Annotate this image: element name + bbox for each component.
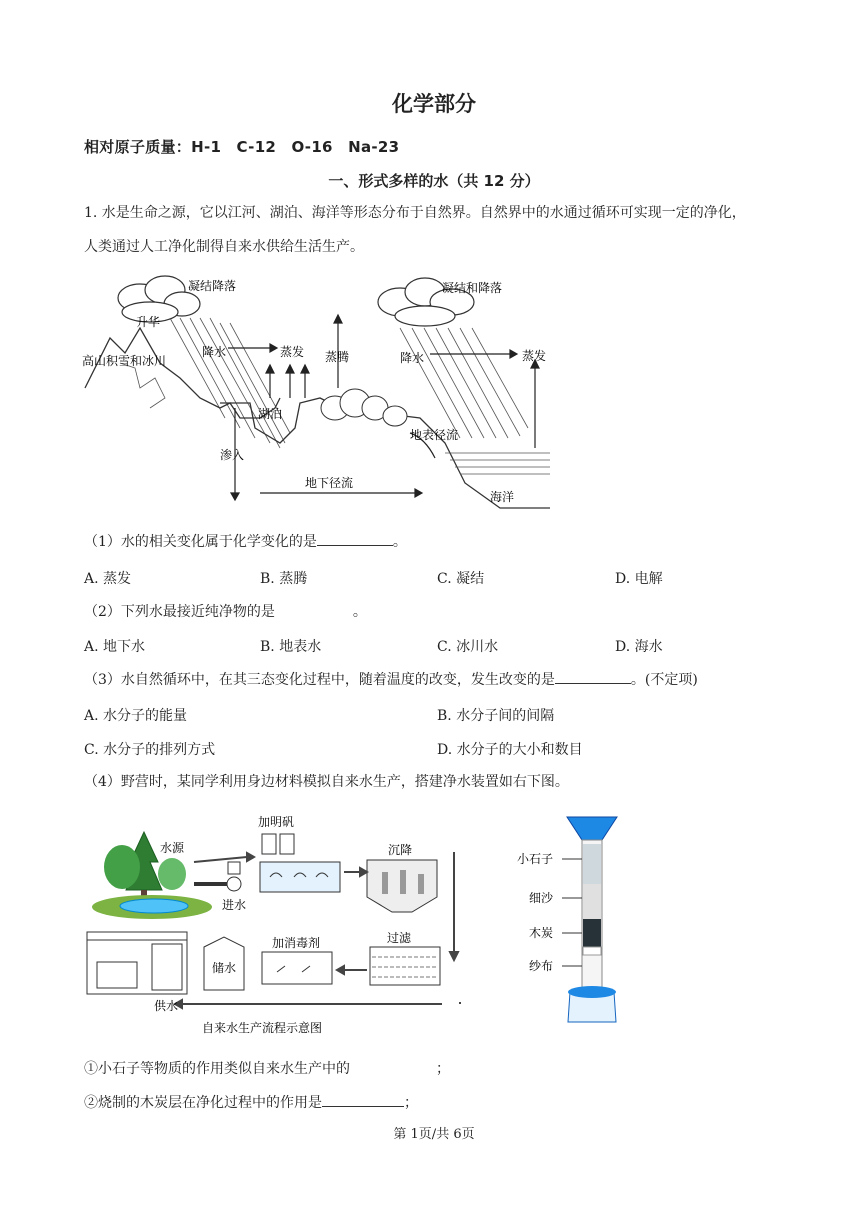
filter-device-figure [512,812,652,1032]
q1-option-b[interactable]: B. 蒸腾 [260,571,308,587]
q2-stem [84,601,367,622]
page-footer: 第 1页/共 6页 [393,1127,475,1142]
q3-option-a[interactable]: A. 水分子的能量 [84,708,188,724]
q2-option-d[interactable]: D. 海水 [615,639,663,655]
water-cycle-diagram [80,268,555,513]
q4-sub1 [84,1058,450,1079]
water-treatment-flow-diagram [82,812,472,1042]
intro-line-2: 人类通过人工净化制得自来水供给生活生产。 [84,239,364,255]
label-condense-right: 凝结和降落 [442,281,503,295]
q4-stem: （4）野营时，某同学利用身边材料模拟自来水生产，搭建净水装置如右下图。 [84,774,569,790]
funnel-icon [567,817,617,840]
q4-sub1-blank[interactable] [350,1058,436,1073]
label-evap-left: 蒸发 [280,345,305,359]
label-gauze: 纱布 [529,959,554,973]
label-fine-sand: 细沙 [529,891,554,905]
label-sublimate: 升华 [136,315,161,329]
page-title: 化学部分 [392,92,476,116]
trees [321,389,407,426]
q4-sub2 [84,1092,418,1113]
q3-option-b[interactable]: B. 水分子间的间隔 [437,708,555,724]
label-alum: 加明矾 [258,815,295,829]
label-evap-right: 蒸发 [522,349,547,363]
label-lake: 湖泊 [258,407,283,421]
flow-caption: 自来水生产流程示意图 [202,1021,323,1035]
q1-option-c[interactable]: C. 凝结 [437,571,485,587]
label-intake: 进水 [222,898,247,912]
q1-option-a[interactable]: A. 蒸发 [84,571,132,587]
disinfect-tank [262,952,332,984]
label-supply: 供水 [154,999,179,1013]
q1-answer-blank[interactable] [317,531,393,546]
label-ocean: 海洋 [490,490,515,504]
label-source: 水源 [160,841,185,855]
q2-stem-text: （2）下列水最接近纯净物的是 [84,604,275,620]
pump-icon [227,877,241,891]
building [87,932,187,994]
q4-sub1-end: ； [436,1061,450,1077]
q3-stem [84,669,698,690]
q3-option-c[interactable]: C. 水分子的排列方式 [84,742,216,758]
label-seep: 渗入 [220,448,245,462]
label-settle: 沉降 [388,843,413,857]
q4-sub1-text: ①小石子等物质的作用类似自来水生产中的 [84,1061,350,1077]
q3-stem-text: （3）水自然循环中，在其三态变化过程中，随着温度的改变，发生改变的是 [84,672,555,688]
q4-sub2-blank[interactable] [322,1092,404,1107]
label-transpire: 蒸腾 [325,350,350,364]
q1-option-d[interactable]: D. 电解 [615,571,663,587]
q2-option-b[interactable]: B. 地表水 [260,639,322,655]
label-disinfect: 加消毒剂 [272,936,321,950]
label-rain-right: 降水 [400,351,425,365]
section-title: 一、形式多样的水（共 12 分） [328,172,540,190]
label-surface-runoff: 地表径流 [410,428,459,442]
q2-answer-blank[interactable] [275,601,353,616]
q3-stem-end: 。(不定项) [630,672,698,688]
q4-sub2-text: ②烧制的木炭层在净化过程中的作用是 [84,1095,322,1111]
ocean-waves [445,453,550,474]
label-condense-left: 凝结降落 [188,279,237,293]
q2-option-c[interactable]: C. 冰川水 [437,639,499,655]
label-filter: 过滤 [387,931,412,945]
q1-stem: （1）水的相关变化属于化学变化的是 。 [84,531,407,552]
atomic-masses: 相对原子质量：H-1 C-12 O-16 Na-23 [84,138,400,156]
label-charcoal: 木炭 [529,926,554,940]
label-groundwater: 地下径流 [305,476,354,490]
filter-tank [370,947,440,985]
q4-sub2-end: ； [404,1095,418,1111]
q1-stem-text: （1）水的相关变化属于化学变化的是 [84,534,317,550]
intro-line-1: 1. 水是生命之源，它以江河、湖泊、海洋等形态分布于自然界。自然界中的水通过循环可实现一定的净化， [84,205,746,221]
q3-option-d[interactable]: D. 水分子的大小和数目 [437,742,583,758]
q3-answer-blank[interactable] [555,669,631,684]
label-rain-left: 降水 [202,345,227,359]
label-snow-ice: 高山积雪和冰川 [82,354,167,368]
label-storage: 储水 [212,961,237,975]
q2-option-a[interactable]: A. 地下水 [84,639,146,655]
rain-left [170,318,290,448]
label-small-stones: 小石子 [517,852,554,866]
q2-stem-end: 。 [352,604,367,620]
water-source-scene [92,832,212,919]
rain-right [400,328,528,438]
